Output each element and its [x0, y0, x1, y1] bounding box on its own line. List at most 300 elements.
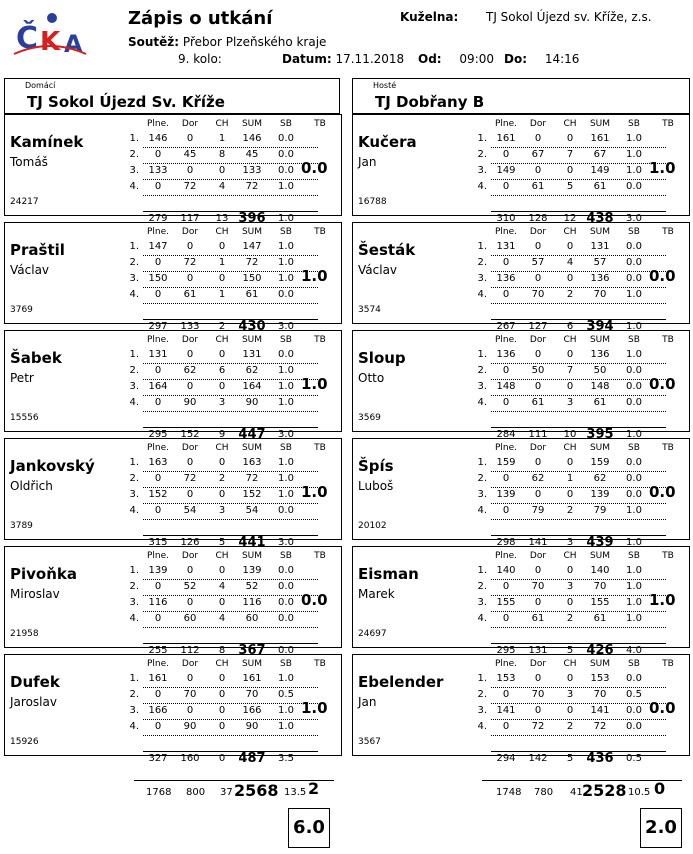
row-number: 3. — [129, 597, 139, 608]
row-divider — [491, 179, 666, 180]
row-value: 159 — [496, 457, 516, 468]
home-team-box — [4, 78, 340, 114]
row-number: 4. — [129, 289, 139, 300]
header-sum: SUM — [241, 659, 263, 669]
row-value: 0 — [218, 381, 226, 392]
row-value: 0 — [566, 381, 574, 392]
date-label: Datum: — [282, 52, 332, 66]
player-total-value: 267 — [496, 321, 516, 332]
row-value: 139 — [148, 565, 168, 576]
row-value: 163 — [242, 457, 262, 468]
throw-row — [471, 689, 687, 705]
row-value: 0 — [502, 181, 510, 192]
row-value: 0 — [218, 673, 226, 684]
row-value: 150 — [242, 273, 262, 284]
row-value: 72 — [183, 473, 197, 484]
header-sum: SUM — [241, 443, 263, 453]
row-number: 4. — [477, 181, 487, 192]
row-value: 79 — [593, 505, 607, 516]
header-dor: Dor — [181, 443, 199, 453]
row-value: 0 — [186, 597, 194, 608]
row-divider — [143, 411, 318, 412]
row-number: 4. — [477, 613, 487, 624]
home-player-points: 0.0 — [301, 159, 328, 177]
row-value: 1 — [218, 289, 226, 300]
header-sum: SUM — [589, 335, 611, 345]
home-player-id: 24217 — [10, 197, 39, 207]
row-value: 72 — [245, 257, 259, 268]
player-total-sum: 436 — [586, 751, 614, 766]
row-value: 61 — [531, 181, 545, 192]
header-plne: Plne. — [146, 119, 170, 129]
player-total-value: 3.0 — [278, 429, 294, 440]
row-value: 131 — [148, 349, 168, 360]
svg-text:K: K — [40, 27, 61, 57]
throw-row — [123, 673, 339, 689]
row-value: 62 — [245, 365, 259, 376]
row-divider — [143, 735, 318, 736]
away-player-points: 0.0 — [649, 483, 676, 501]
player-total-value: 327 — [148, 753, 168, 764]
row-value: 0 — [218, 705, 226, 716]
row-number: 4. — [129, 181, 139, 192]
header-plne: Plne. — [494, 443, 518, 453]
home-player-id: 3789 — [10, 521, 33, 531]
row-value: 7 — [566, 365, 574, 376]
row-value: 0 — [534, 489, 542, 500]
header-dor: Dor — [529, 227, 547, 237]
away-player-id: 3567 — [358, 737, 381, 747]
row-number: 4. — [477, 289, 487, 300]
player-total-value: 5 — [566, 753, 574, 764]
header-ch: CH — [563, 119, 577, 129]
row-value: 0 — [186, 381, 194, 392]
row-value: 1.0 — [278, 257, 294, 268]
row-value: 140 — [590, 565, 610, 576]
row-value: 136 — [496, 273, 516, 284]
row-value: 147 — [148, 241, 168, 252]
row-value: 0 — [186, 133, 194, 144]
player-total-value: 294 — [496, 753, 516, 764]
row-number: 4. — [129, 613, 139, 624]
row-value: 131 — [242, 349, 262, 360]
row-value: 0 — [154, 721, 162, 732]
player-total-sum: 447 — [238, 427, 266, 442]
row-number: 1. — [477, 673, 487, 684]
header-sum: SUM — [589, 659, 611, 669]
row-number: 4. — [477, 505, 487, 516]
home-label: Domácí — [25, 81, 56, 90]
date-value: 17.11.2018 — [335, 52, 405, 66]
row-value: 0 — [186, 489, 194, 500]
row-value: 0 — [566, 489, 574, 500]
row-value: 90 — [183, 397, 197, 408]
row-value: 0 — [218, 273, 226, 284]
row-divider — [143, 611, 318, 612]
row-value: 0 — [534, 597, 542, 608]
player-total-value: 295 — [148, 429, 168, 440]
row-value: 6 — [218, 365, 226, 376]
player-total-value: 310 — [496, 213, 516, 224]
header-sum: SUM — [241, 119, 263, 129]
row-value: 1.0 — [626, 165, 642, 176]
row-value: 0.5 — [278, 689, 294, 700]
row-value: 8 — [218, 149, 226, 160]
row-value: 116 — [242, 597, 262, 608]
home-final-score: 6.0 — [288, 808, 330, 848]
player-total-value: 315 — [148, 537, 168, 548]
home-player-box — [4, 546, 342, 658]
row-value: 79 — [531, 505, 545, 516]
home-player-firstname: Václav — [10, 263, 50, 277]
throw-row — [471, 181, 687, 197]
row-value: 0 — [154, 365, 162, 376]
row-value: 1.0 — [626, 581, 642, 592]
home-player-lastname: Kamínek — [10, 133, 84, 151]
row-value: 90 — [245, 721, 259, 732]
start-value: 09:00 — [459, 52, 495, 66]
row-value: 0 — [566, 133, 574, 144]
row-value: 61 — [183, 289, 197, 300]
away-player-lastname: Kučera — [358, 133, 417, 151]
home-player-box — [4, 114, 342, 226]
row-value: 0 — [186, 273, 194, 284]
player-total-value: 3.0 — [278, 537, 294, 548]
scores-grid — [471, 443, 687, 550]
row-value: 62 — [531, 473, 545, 484]
home-total-plne: 1768 — [146, 787, 172, 798]
row-number: 2. — [477, 365, 487, 376]
row-value: 139 — [590, 489, 610, 500]
row-value: 54 — [183, 505, 197, 516]
throw-row — [123, 165, 339, 181]
header-tb: TB — [662, 335, 674, 345]
row-value: 0 — [186, 457, 194, 468]
header-sb: SB — [628, 659, 640, 669]
player-total-value: 5 — [218, 537, 226, 548]
row-value: 0.0 — [626, 181, 642, 192]
row-value: 0 — [534, 349, 542, 360]
throw-row — [471, 673, 687, 689]
row-value: 0 — [566, 457, 574, 468]
svg-text:Č: Č — [16, 21, 39, 56]
row-value: 0.0 — [278, 349, 294, 360]
home-player-lastname: Pivoňka — [10, 565, 77, 583]
row-value: 70 — [593, 689, 607, 700]
row-number: 2. — [129, 473, 139, 484]
row-value: 2 — [566, 721, 574, 732]
away-player-firstname: Jan — [358, 695, 377, 709]
row-value: 67 — [531, 149, 545, 160]
row-value: 0 — [154, 689, 162, 700]
player-total-value: 141 — [528, 537, 548, 548]
row-divider — [491, 703, 666, 704]
row-value: 0.0 — [626, 457, 642, 468]
player-total-value: 0 — [218, 753, 226, 764]
row-value: 0 — [502, 365, 510, 376]
player-total-value: 5 — [566, 645, 574, 656]
player-total-value: 128 — [528, 213, 548, 224]
row-number: 2. — [477, 689, 487, 700]
row-divider — [491, 363, 666, 364]
header-dor: Dor — [529, 443, 547, 453]
row-value: 1.0 — [278, 241, 294, 252]
throw-row — [123, 381, 339, 397]
away-player-firstname: Otto — [358, 371, 385, 385]
row-value: 0 — [534, 133, 542, 144]
throw-row — [471, 457, 687, 473]
away-total-plne: 1748 — [496, 787, 522, 798]
header-tb: TB — [662, 227, 674, 237]
row-value: 52 — [245, 581, 259, 592]
row-number: 3. — [477, 165, 487, 176]
row-value: 0.0 — [278, 133, 294, 144]
away-player-lastname: Šesták — [358, 241, 416, 259]
row-value: 2 — [566, 505, 574, 516]
home-player-points: 1.0 — [301, 375, 328, 393]
row-value: 0 — [186, 565, 194, 576]
row-value: 0.0 — [626, 473, 642, 484]
throw-row — [471, 397, 687, 413]
away-total-dor: 780 — [534, 787, 554, 798]
row-value: 0 — [566, 705, 574, 716]
row-value: 1.0 — [626, 613, 642, 624]
row-value: 0.0 — [626, 381, 642, 392]
venue-label: Kuželna: — [400, 10, 459, 24]
header-sb: SB — [628, 443, 640, 453]
row-divider — [143, 255, 318, 256]
throw-row — [471, 613, 687, 629]
row-value: 0 — [218, 597, 226, 608]
row-value: 0 — [154, 613, 162, 624]
home-team-name: TJ Sokol Újezd Sv. Kříže — [27, 93, 225, 111]
throw-row — [471, 565, 687, 581]
throw-row — [123, 257, 339, 273]
venue-value: TJ Sokol Újezd sv. Kříže, z.s. — [486, 10, 652, 24]
row-value: 0 — [186, 705, 194, 716]
row-value: 0 — [218, 241, 226, 252]
header-tb: TB — [662, 119, 674, 129]
home-player-box — [4, 222, 342, 334]
total-divider — [491, 643, 666, 644]
row-value: 0 — [566, 241, 574, 252]
player-total-value: 8 — [218, 645, 226, 656]
player-total-value: 4.0 — [626, 645, 642, 656]
header-plne: Plne. — [494, 227, 518, 237]
row-divider — [143, 163, 318, 164]
home-player-points: 1.0 — [301, 699, 328, 717]
player-total-sum: 394 — [586, 319, 614, 334]
away-player-points: 1.0 — [649, 591, 676, 609]
row-value: 70 — [531, 689, 545, 700]
row-value: 0 — [154, 289, 162, 300]
row-divider — [143, 379, 318, 380]
row-value: 163 — [148, 457, 168, 468]
row-value: 90 — [183, 721, 197, 732]
row-value: 67 — [593, 149, 607, 160]
row-value: 1.0 — [626, 149, 642, 160]
throw-row — [471, 273, 687, 289]
row-value: 70 — [531, 581, 545, 592]
row-value: 131 — [590, 241, 610, 252]
player-total-value: 3 — [566, 537, 574, 548]
row-number: 1. — [129, 565, 139, 576]
row-value: 0 — [502, 149, 510, 160]
header-sum: SUM — [241, 227, 263, 237]
header-plne: Plne. — [494, 551, 518, 561]
row-value: 2 — [218, 473, 226, 484]
row-value: 140 — [496, 565, 516, 576]
header-tb: TB — [314, 659, 326, 669]
row-value: 133 — [242, 165, 262, 176]
row-value: 70 — [183, 689, 197, 700]
throw-row — [123, 457, 339, 473]
row-value: 0.0 — [626, 721, 642, 732]
row-value: 3 — [218, 397, 226, 408]
row-divider — [143, 719, 318, 720]
home-player-points: 1.0 — [301, 483, 328, 501]
throw-row — [471, 133, 687, 149]
player-total-value: 1.0 — [626, 321, 642, 332]
row-value: 153 — [590, 673, 610, 684]
total-divider — [491, 211, 666, 212]
total-divider — [143, 427, 318, 428]
player-total-value: 279 — [148, 213, 168, 224]
player-total-sum: 426 — [586, 643, 614, 658]
throw-row — [123, 397, 339, 413]
row-value: 1.0 — [278, 273, 294, 284]
row-value: 61 — [593, 613, 607, 624]
player-total-sum: 487 — [238, 751, 266, 766]
total-divider — [491, 319, 666, 320]
throw-row — [123, 597, 339, 613]
header-sb: SB — [628, 335, 640, 345]
header-tb: TB — [314, 551, 326, 561]
header-sb: SB — [280, 335, 292, 345]
total-divider — [143, 643, 318, 644]
home-player-lastname: Šabek — [10, 349, 62, 367]
row-value: 136 — [590, 349, 610, 360]
header-plne: Plne. — [146, 659, 170, 669]
away-team-box — [352, 78, 690, 114]
row-number: 2. — [477, 149, 487, 160]
scores-grid — [123, 119, 339, 226]
row-number: 3. — [129, 381, 139, 392]
throw-row — [471, 505, 687, 521]
throw-row — [123, 721, 339, 737]
throw-row — [123, 133, 339, 149]
row-value: 4 — [218, 581, 226, 592]
away-player-points: 1.0 — [649, 159, 676, 177]
row-value: 0 — [566, 273, 574, 284]
row-value: 0 — [534, 165, 542, 176]
away-player-firstname: Václav — [358, 263, 398, 277]
row-value: 0 — [502, 505, 510, 516]
row-number: 2. — [129, 689, 139, 700]
row-value: 0 — [534, 673, 542, 684]
home-player-box — [4, 654, 342, 766]
row-value: 57 — [593, 257, 607, 268]
row-value: 0.5 — [626, 689, 642, 700]
row-value: 141 — [590, 705, 610, 716]
row-value: 0 — [218, 721, 226, 732]
player-total-value: 117 — [180, 213, 200, 224]
away-total-row — [482, 780, 682, 803]
throw-row — [471, 473, 687, 489]
row-value: 161 — [496, 133, 516, 144]
row-divider — [491, 519, 666, 520]
row-value: 0 — [218, 689, 226, 700]
away-player-lastname: Eisman — [358, 565, 419, 583]
row-value: 0 — [502, 473, 510, 484]
row-value: 153 — [496, 673, 516, 684]
home-player-firstname: Petr — [10, 371, 34, 385]
player-total-value: 142 — [528, 753, 548, 764]
row-value: 0 — [154, 473, 162, 484]
row-value: 3 — [566, 689, 574, 700]
row-value: 0.0 — [626, 489, 642, 500]
row-value: 1.0 — [278, 489, 294, 500]
row-number: 4. — [129, 505, 139, 516]
row-number: 3. — [477, 705, 487, 716]
row-divider — [143, 627, 318, 628]
total-divider — [143, 751, 318, 752]
header-sum: SUM — [589, 119, 611, 129]
row-value: 1.0 — [278, 721, 294, 732]
player-total-value: 295 — [496, 645, 516, 656]
player-total-sum: 395 — [586, 427, 614, 442]
home-total-dor: 800 — [186, 787, 206, 798]
row-value: 164 — [148, 381, 168, 392]
row-value: 0.0 — [626, 365, 642, 376]
header-ch: CH — [215, 119, 229, 129]
row-value: 0 — [186, 241, 194, 252]
away-player-id: 20102 — [358, 521, 387, 531]
row-value: 0 — [218, 349, 226, 360]
header-tb: TB — [662, 659, 674, 669]
row-divider — [143, 503, 318, 504]
row-number: 4. — [477, 397, 487, 408]
scores-grid — [471, 551, 687, 658]
throw-row — [123, 273, 339, 289]
row-number: 4. — [129, 721, 139, 732]
throw-row — [123, 149, 339, 165]
throw-row — [123, 565, 339, 581]
row-value: 0.0 — [278, 505, 294, 516]
away-player-box — [352, 114, 690, 226]
player-total-value: 10 — [563, 429, 577, 440]
away-player-lastname: Špís — [358, 457, 394, 475]
row-value: 70 — [593, 581, 607, 592]
row-value: 0 — [154, 149, 162, 160]
row-number: 2. — [129, 257, 139, 268]
row-value: 0.0 — [278, 165, 294, 176]
throw-row — [471, 489, 687, 505]
row-value: 161 — [148, 673, 168, 684]
row-value: 0.0 — [278, 597, 294, 608]
player-total-value: 3.0 — [278, 321, 294, 332]
row-value: 0 — [502, 689, 510, 700]
away-player-box — [352, 222, 690, 334]
away-total-sum: 2528 — [582, 781, 627, 800]
row-value: 0.0 — [626, 705, 642, 716]
row-value: 70 — [245, 689, 259, 700]
row-number: 1. — [129, 673, 139, 684]
player-total-sum: 439 — [586, 535, 614, 550]
away-player-lastname: Sloup — [358, 349, 406, 367]
away-team-name: TJ Dobřany B — [375, 93, 485, 111]
row-value: 60 — [245, 613, 259, 624]
